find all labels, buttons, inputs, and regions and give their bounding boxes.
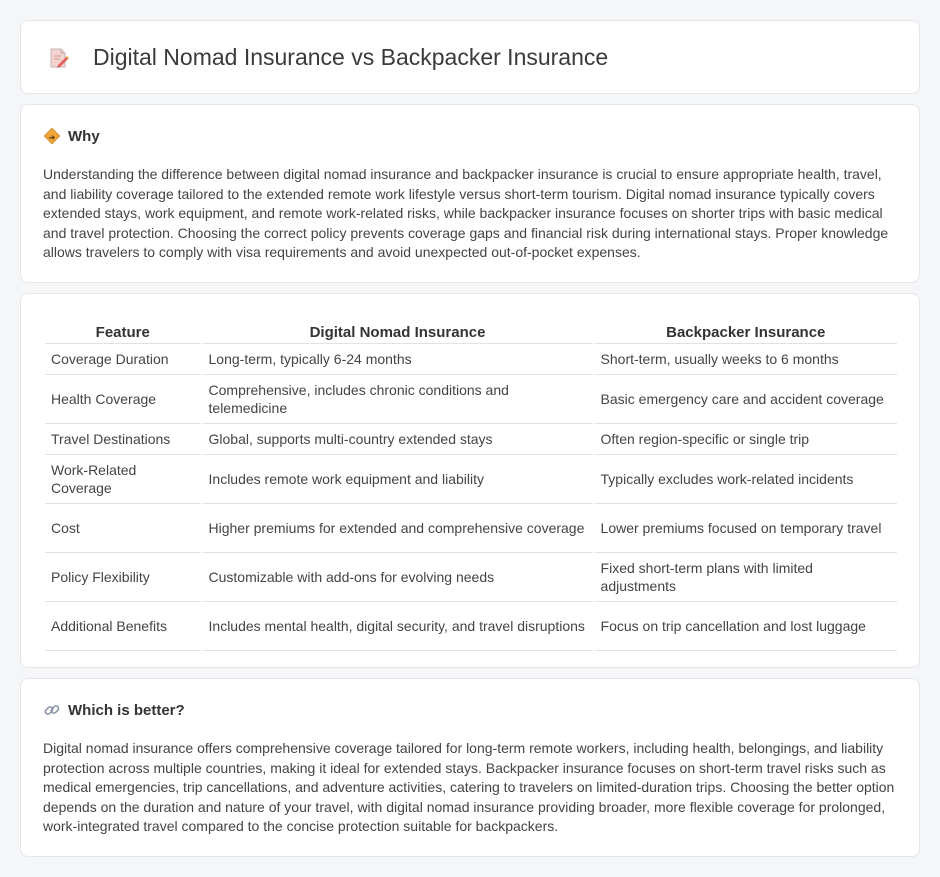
backpacker-cell: Typically excludes work-related incidents bbox=[595, 455, 897, 504]
link-icon bbox=[43, 701, 61, 719]
feature-cell: Additional Benefits bbox=[45, 602, 201, 651]
why-heading bbox=[43, 127, 100, 145]
better-title: Which is better? bbox=[68, 701, 185, 719]
backpacker-cell: Short-term, usually weeks to 6 months bbox=[595, 344, 897, 375]
backpacker-cell: Fixed short-term plans with limited adjustments bbox=[595, 553, 897, 602]
digital-nomad-cell: Includes remote work equipment and liability bbox=[203, 455, 593, 504]
digital-nomad-cell: Higher premiums for extended and comprehensive coverage bbox=[203, 504, 593, 553]
backpacker-cell: Focus on trip cancellation and lost luggage bbox=[595, 602, 897, 651]
column-header-feature: Feature bbox=[45, 314, 201, 344]
page-title: Digital Nomad Insurance vs Backpacker Insurance bbox=[93, 44, 609, 70]
why-body: Understanding the difference between digital nomad insurance and backpacker insurance is crucial to ensure appropriate health, travel, and liability coverage tailored to the extended remote work lifestyle versus short-term tourism. Digital nomad insurance typically covers extended stays, work equipment, and remote work-related risks, while backpacker insurance focuses on shorter trips with basic medical and travel protection. Choosing the correct policy prevents coverage gaps and financial risk during international stays. Proper knowledge allows travelers to comply with visa requirements and avoid unexpected out-of-pocket expenses. bbox=[43, 166, 889, 260]
table-row bbox=[45, 424, 897, 455]
feature-cell: Coverage Duration bbox=[45, 344, 201, 375]
better-body: Digital nomad insurance offers comprehensive coverage tailored for long-term remote workers, including health, belongings, and liability protection across multiple countries, making it ideal for extended stays. Backpacker insurance focuses on short-term travel risks such as medical emergencies, trip cancellations, and adventure activities, catering to travelers on limited-duration trips. Choosing the better option depends on the duration and nature of your travel, with digital nomad insurance providing broader, more flexible coverage for prolonged, work-integrated travel compared to the concise protection suitable for backpackers. bbox=[43, 740, 895, 834]
feature-cell: Work-Related Coverage bbox=[45, 455, 201, 504]
feature-cell: Health Coverage bbox=[45, 375, 201, 424]
table-row bbox=[45, 602, 897, 651]
column-header-backpacker: Backpacker Insurance bbox=[595, 314, 897, 344]
feature-cell: Travel Destinations bbox=[45, 424, 201, 455]
comparison-table bbox=[43, 314, 899, 651]
column-header-digital-nomad: Digital Nomad Insurance bbox=[203, 314, 593, 344]
backpacker-cell: Basic emergency care and accident coverage bbox=[595, 375, 897, 424]
feature-cell: Policy Flexibility bbox=[45, 553, 201, 602]
which-is-better-section bbox=[20, 678, 920, 857]
table-row bbox=[45, 375, 897, 424]
why-title: Why bbox=[68, 127, 100, 145]
header-card bbox=[20, 20, 920, 94]
table-row bbox=[45, 553, 897, 602]
digital-nomad-cell: Long-term, typically 6-24 months bbox=[203, 344, 593, 375]
table-row bbox=[45, 504, 897, 553]
diamond-sign-icon bbox=[43, 127, 61, 145]
better-heading bbox=[43, 701, 185, 719]
digital-nomad-cell: Global, supports multi-country extended stays bbox=[203, 424, 593, 455]
digital-nomad-cell: Includes mental health, digital security, and travel disruptions bbox=[203, 602, 593, 651]
backpacker-cell: Lower premiums focused on temporary travel bbox=[595, 504, 897, 553]
comparison-section bbox=[20, 293, 920, 668]
feature-cell: Cost bbox=[45, 504, 201, 553]
backpacker-cell: Often region-specific or single trip bbox=[595, 424, 897, 455]
table-header-row bbox=[45, 314, 897, 344]
digital-nomad-cell: Comprehensive, includes chronic conditions and telemedicine bbox=[203, 375, 593, 424]
table-row bbox=[45, 344, 897, 375]
digital-nomad-cell: Customizable with add-ons for evolving needs bbox=[203, 553, 593, 602]
table-row bbox=[45, 455, 897, 504]
why-section bbox=[20, 104, 920, 283]
document-pencil-icon bbox=[47, 46, 71, 70]
